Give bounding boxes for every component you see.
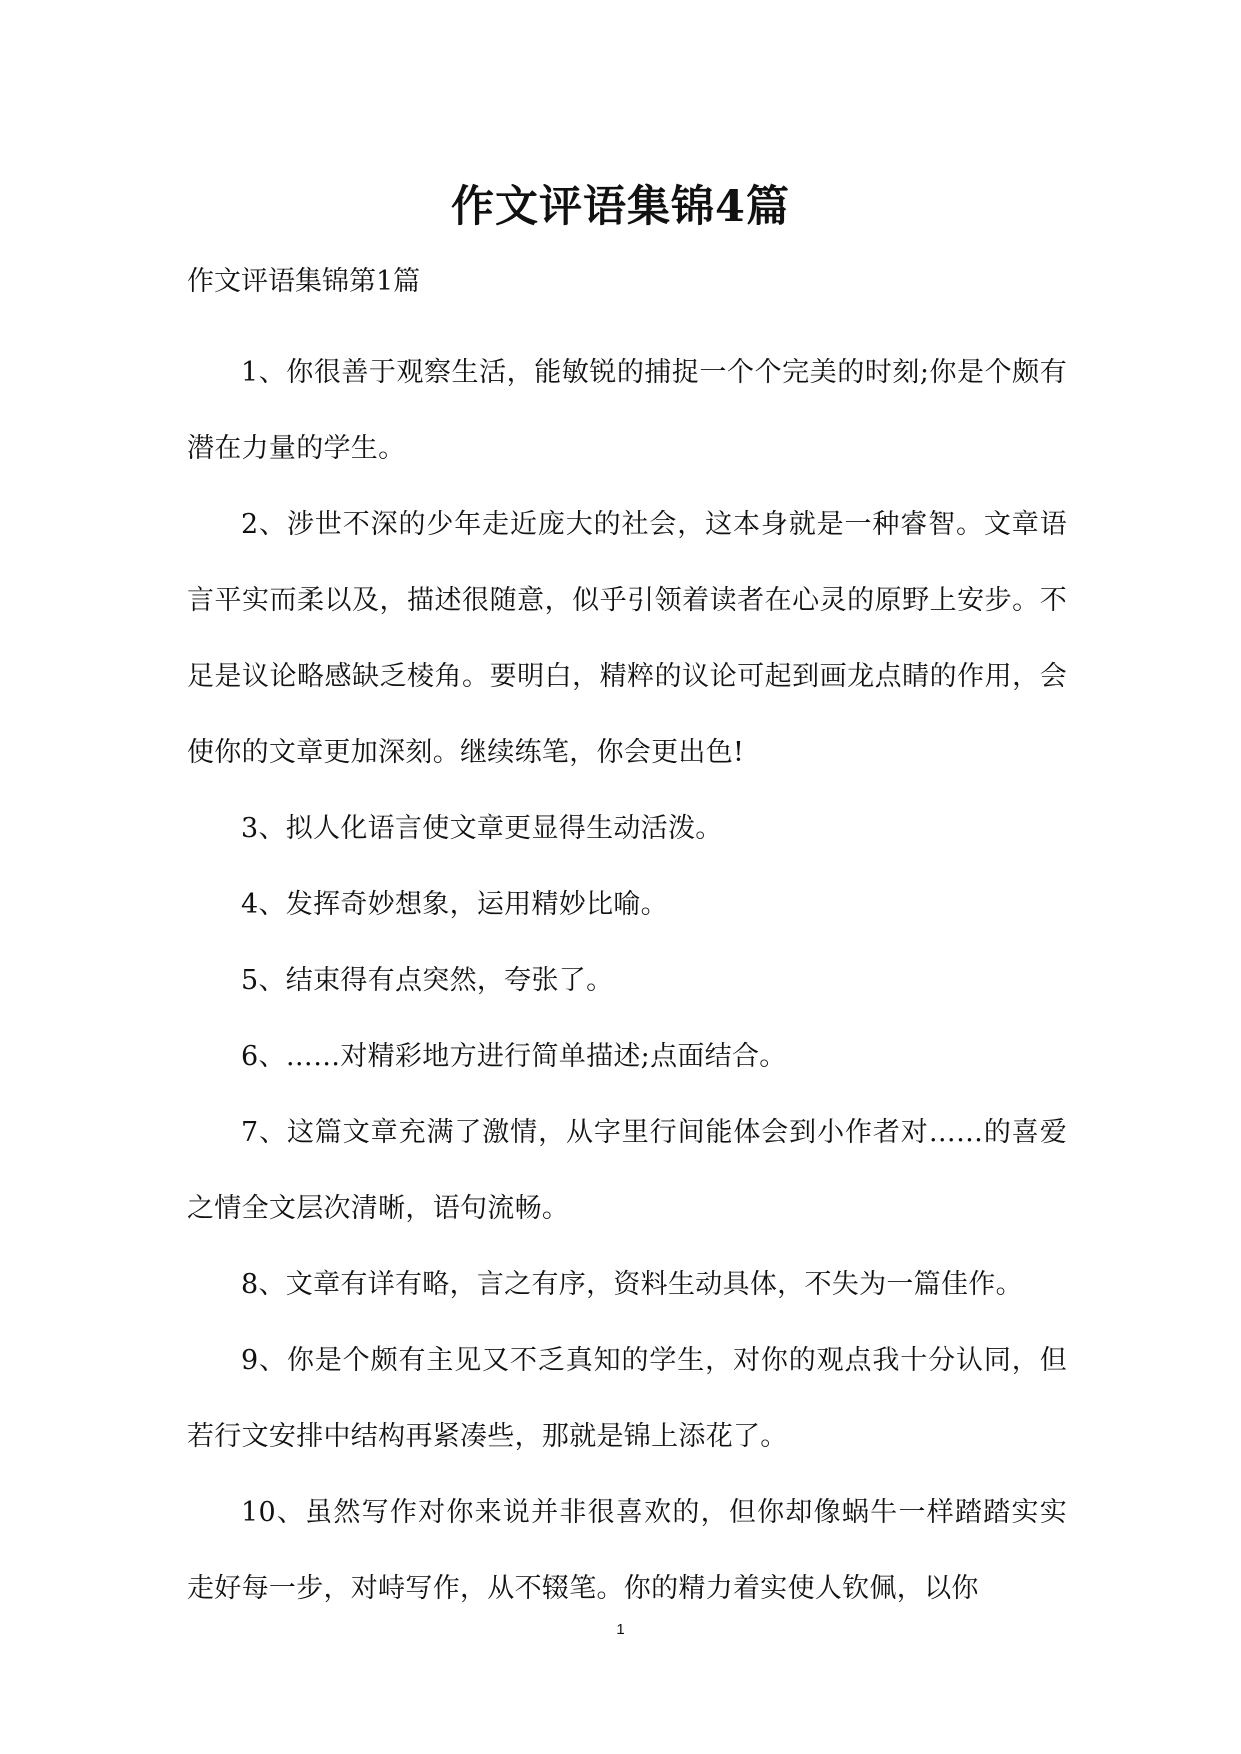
paragraph: 1、你很善于观察生活，能敏锐的捕捉一个个完美的时刻;你是个颇有潜在力量的学生。 bbox=[187, 357, 1067, 464]
paragraph: 5、结束得有点突然，夸张了。 bbox=[241, 965, 614, 996]
paragraph: 3、拟人化语言使文章更显得生动活泼。 bbox=[241, 813, 723, 844]
paragraph: 6、……对精彩地方进行简单描述;点面结合。 bbox=[241, 1041, 787, 1072]
paragraph: 4、发挥奇妙想象，运用精妙比喻。 bbox=[241, 889, 668, 920]
paragraph: 10、虽然写作对你来说并非很喜欢的，但你却像蜗牛一样踏踏实实走好每一步，对峙写作，从不辍笔。你的精力着实使人钦佩，以你 bbox=[187, 1497, 1067, 1604]
paragraph: 8、文章有详有略，言之有序，资料生动具体，不失为一篇佳作。 bbox=[241, 1269, 1023, 1300]
page-number: 1 bbox=[616, 1621, 625, 1638]
document-title: 作文评语集锦4篇 bbox=[451, 181, 790, 232]
paragraph: 9、你是个颇有主见又不乏真知的学生，对你的观点我十分认同，但若行文安排中结构再紧凑些，那就是锦上添花了。 bbox=[187, 1345, 1067, 1452]
paragraph: 7、这篇文章充满了激情，从字里行间能体会到小作者对……的喜爱之情全文层次清晰，语句流畅。 bbox=[187, 1117, 1067, 1224]
paragraph: 2、涉世不深的少年走近庞大的社会，这本身就是一种睿智。文章语言平实而柔以及，描述很随意，似乎引领着读者在心灵的原野上安步。不足是议论略感缺乏棱角。要明白，精粹的议论可起到画龙点睛的作用，会使你的文章更加深刻。继续练笔，你会更出色! bbox=[187, 509, 1067, 768]
section-heading: 作文评语集锦第1篇 bbox=[187, 266, 421, 297]
document-body bbox=[187, 335, 1067, 1627]
